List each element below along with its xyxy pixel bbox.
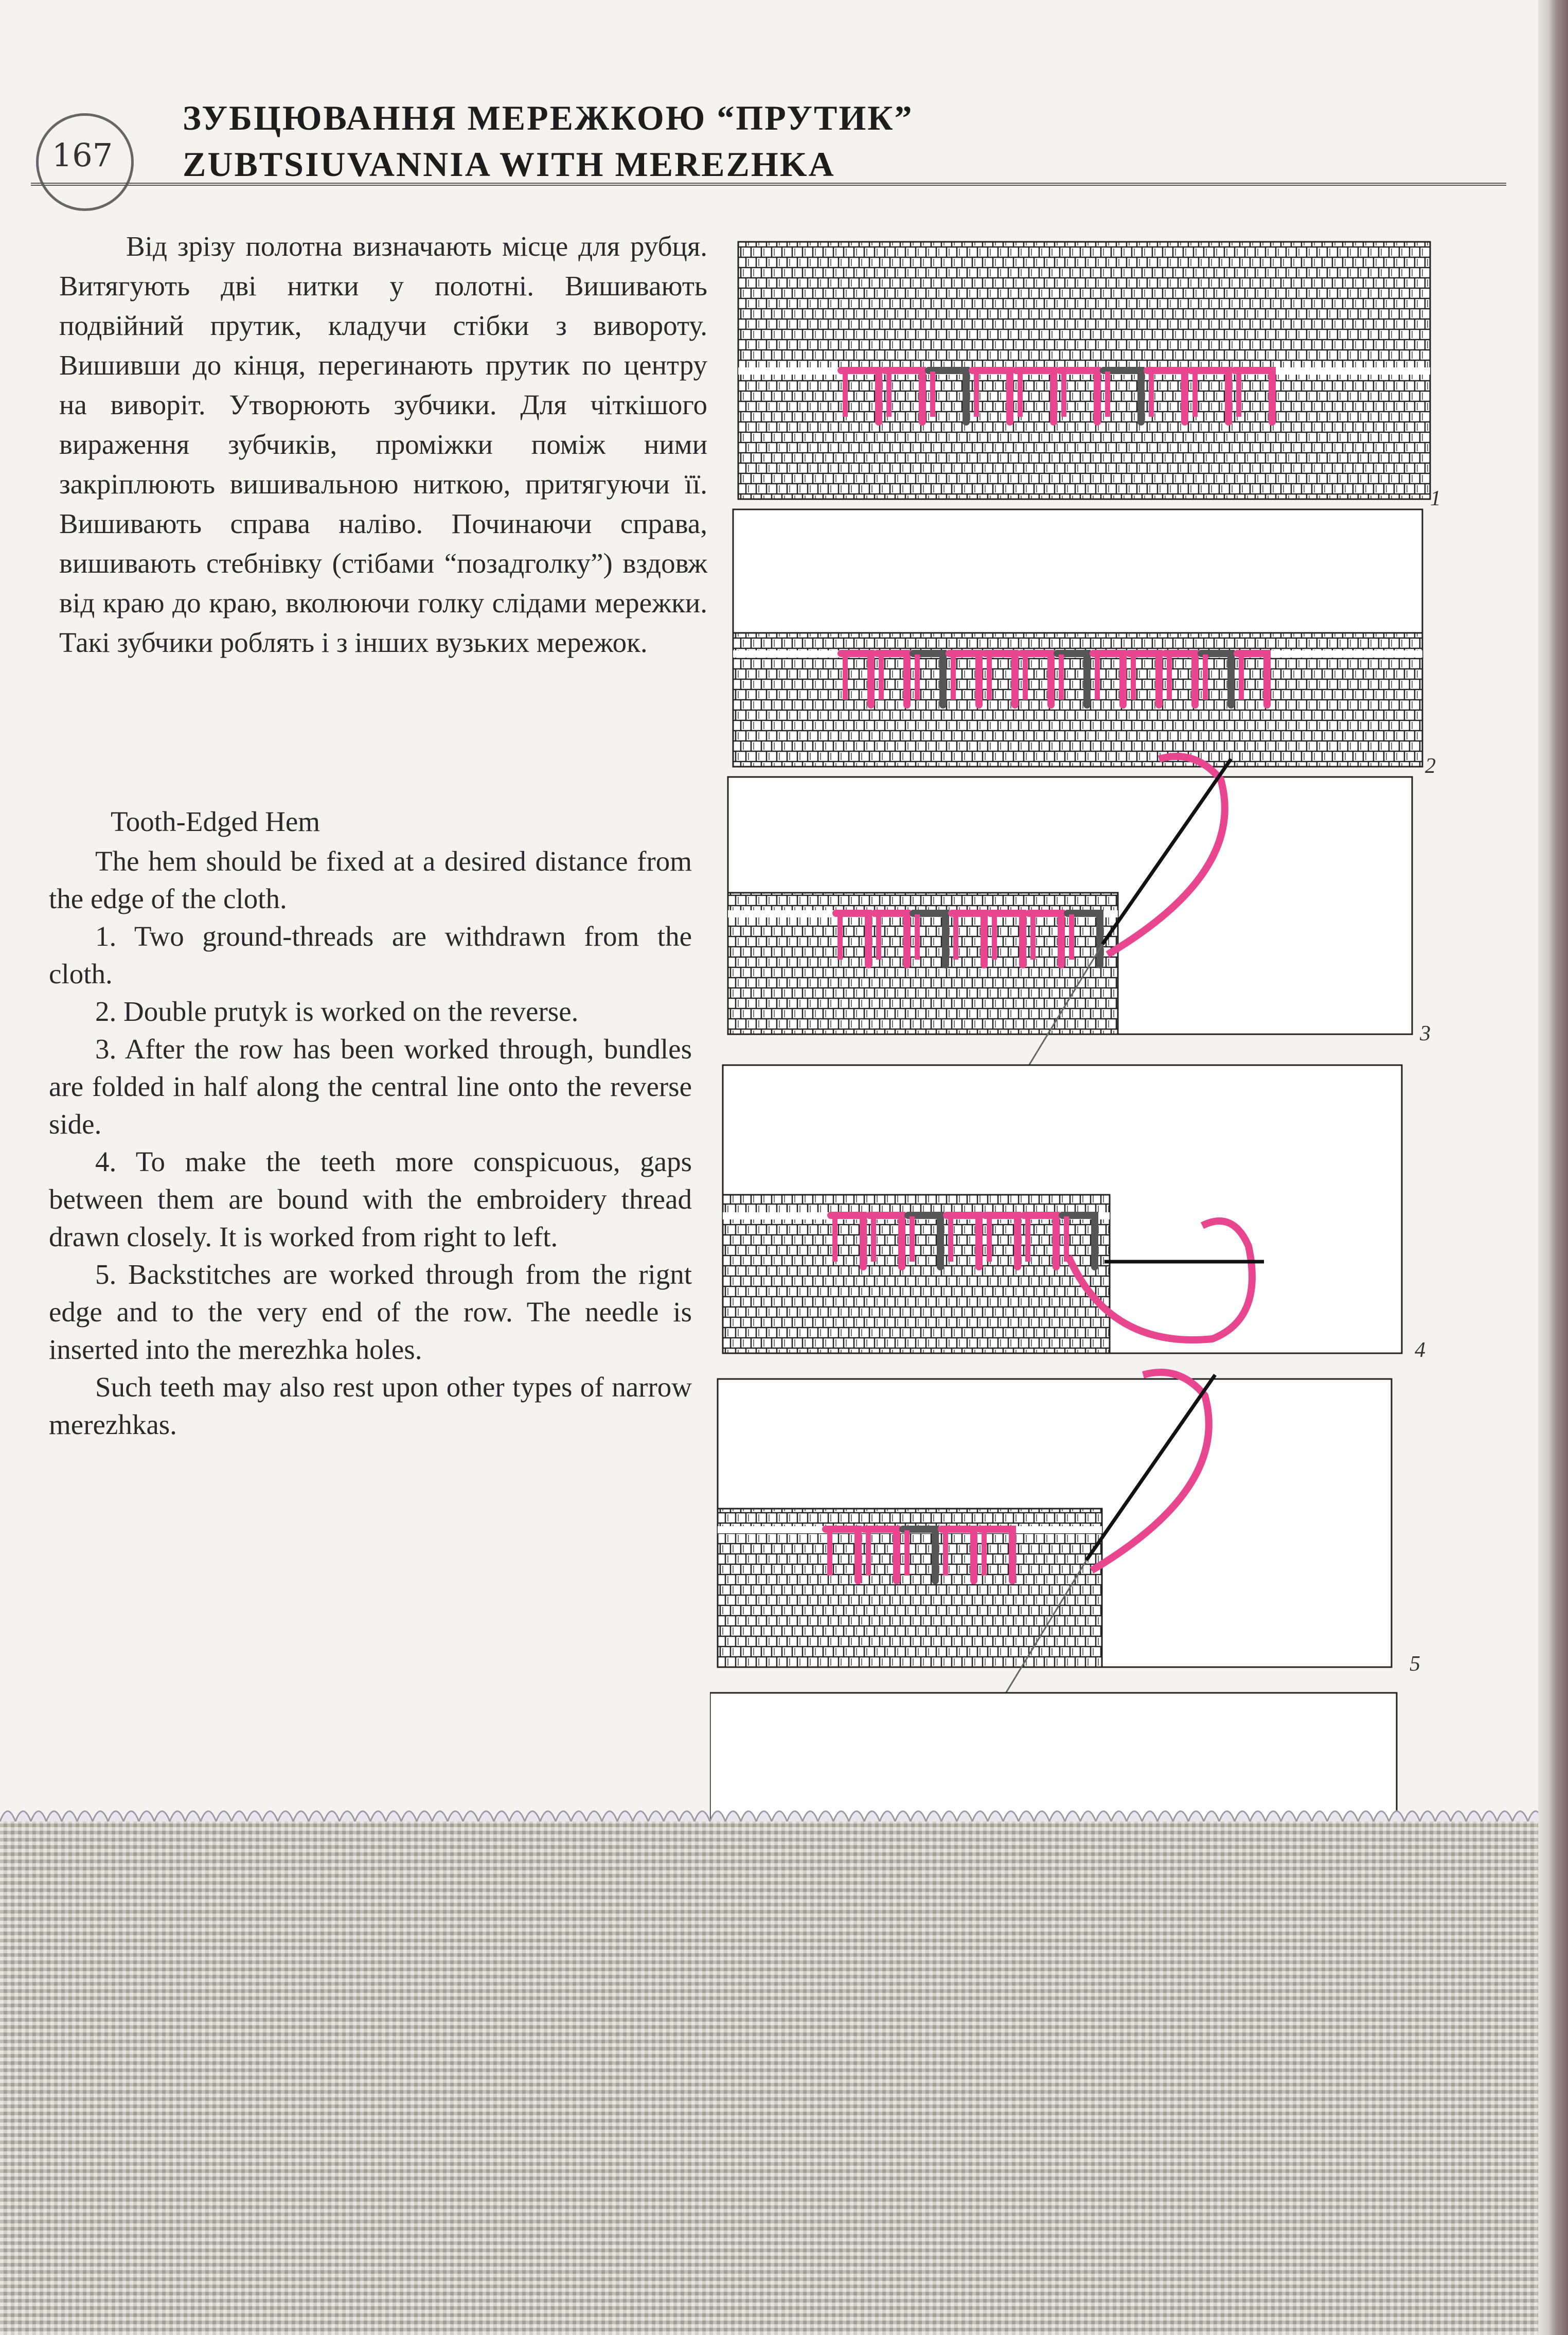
english-step-5: 5. Backstitches are worked through from the rignt edge and to the very end of the row. The needle is inserted into the merezhka holes.: [49, 1259, 692, 1365]
page-title-english: ZUBTSIUVANNIA WITH MEREZHKA: [183, 145, 835, 184]
page-number: 167: [51, 136, 113, 174]
page-title-ukrainian: ЗУБЦЮВАННЯ МЕРЕЖКОЮ “ПРУТИК”: [183, 98, 914, 137]
fabric-sample-photo: [0, 1821, 1538, 2335]
english-text-block: [49, 803, 692, 1443]
english-step-3: 3. After the row has been worked through, bundles are folded in half along the central line onto the reverse side.: [49, 1033, 692, 1140]
english-step-1: 1. Two ground-threads are withdrawn from the cloth.: [49, 921, 692, 989]
english-intro: The hem should be fixed at a desired distance from the edge of the cloth.: [49, 845, 692, 914]
english-subtitle: Tooth-Edged Hem: [111, 806, 320, 837]
figure-label-1: 1: [1430, 487, 1441, 510]
ukrainian-paragraph: Від зрізу полотна визначають місце для рубця. Витягують дві нитки у полотні. Вишивають подвійний прутик, кладучи стібки з вивороту. Вишивши до кінця, перегинають прутик по центру на виворіт. Утворюють зубчики. Для чіткішого вираження зубчиків, проміжки поміж ними закріплюють вишивальною ниткою, притягуючи її. Вишивають справа наліво. Починаючи справа, вишивають стебнівку (стібами “позадголку”) вздовж від краю до краю, вколюючи голку слідами мережки. Такі зубчики роблять і з інших вузьких мережок.: [59, 231, 707, 658]
ukrainian-text-block: [59, 226, 707, 662]
book-binding-edge: [1538, 0, 1568, 2335]
figure-label-5: 5: [1410, 1652, 1420, 1676]
illustration-column: [710, 226, 1440, 2027]
figure-label-4: 4: [1415, 1338, 1426, 1362]
english-outro: Such teeth may also rest upon other types of narrow merezhkas.: [49, 1371, 692, 1440]
english-step-2: 2. Double prutyk is worked on the reverse.: [95, 996, 579, 1027]
figure-label-2: 2: [1425, 754, 1436, 778]
header-divider: [31, 183, 1506, 186]
english-step-4: 4. To make the teeth more conspicuous, gaps between them are bound with the embroidery thread drawn closely. It is worked from right to left.: [49, 1146, 692, 1252]
figure-label-3: 3: [1420, 1022, 1431, 1046]
stitch-illustrations: [710, 226, 1440, 2027]
